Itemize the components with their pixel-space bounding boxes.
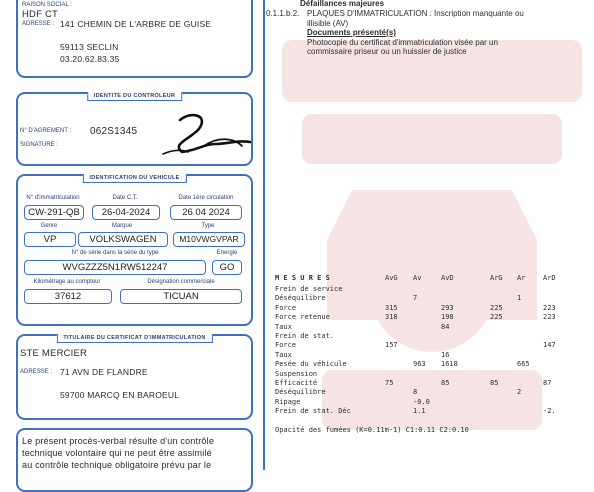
mesures-cell: 223 — [543, 303, 556, 312]
immat-label: N° d'immatriculation — [26, 195, 80, 201]
mesures-cell: 157 — [385, 341, 398, 350]
mesures-cell: 293 — [441, 303, 454, 312]
defaillances-heading: Défaillances majeures — [300, 0, 385, 8]
date-circ-value: 26 04 2024 — [170, 205, 242, 220]
mesures-cell: 147 — [543, 341, 556, 350]
mesures-row-name: Déséquilibre — [275, 388, 326, 397]
mesures-cell: 84 — [441, 322, 450, 331]
mesures-cell: 87 — [543, 379, 552, 387]
energie-label: Energie — [216, 250, 238, 256]
mesures-row-name: Force — [275, 303, 297, 312]
km-label: Kilométrage au compteur — [33, 279, 101, 285]
mesures-row-name: Taux — [275, 322, 292, 331]
mesures-cell: 318 — [385, 313, 398, 322]
mesures-cell: 225 — [490, 303, 503, 312]
raison-label: RAISON SOCIAL : — [22, 2, 72, 8]
controleur-title: IDENTITE DU CONTROLEUR — [87, 92, 182, 101]
mesures-cell: 85 — [441, 379, 450, 387]
mesures-header-title: M E S U R E S — [275, 274, 330, 282]
mesures-header-col: Ar — [517, 274, 526, 282]
mesures-cell: 963 — [413, 360, 426, 369]
serie-value: WVGZZZ5N1RW512247 — [24, 260, 206, 275]
marque-value: VOLKSWAGEN — [78, 232, 168, 247]
company-name: HDF CT — [22, 9, 59, 20]
mesures-cell: 8 — [413, 388, 418, 397]
notice-line1: Le présent procès-verbal résulte d'un contrôle — [22, 436, 215, 446]
mesures-row-name: Déséquilibre — [275, 294, 326, 303]
mesures-row-name: Force retenue — [275, 313, 330, 322]
titulaire-name: STE MERCIER — [20, 348, 88, 359]
mesures-cell: 85 — [490, 379, 499, 387]
mesures-cell: 1 — [517, 294, 522, 303]
serie-label: N° de série dans la série du type — [71, 250, 159, 256]
mesures-cell: 223 — [543, 313, 556, 322]
opacity-line: Opacité des fumées (K=0.11m-1) C1:0.11 C2:0.10 — [275, 426, 469, 434]
mesures-cell: 2 — [517, 388, 522, 397]
mesures-row-name: Ripage — [275, 397, 301, 406]
mesures-header-col: ArG — [490, 274, 503, 282]
marque-label: Marque — [111, 223, 133, 229]
agrement-number: 062S1345 — [90, 126, 138, 137]
mesures-row-name: Force — [275, 341, 297, 350]
defaillance-line2: illisible (AV) — [307, 19, 349, 28]
mesures-cell: -2. — [543, 407, 556, 416]
mesures-row-name: Frein de service — [275, 285, 343, 293]
date-ct-value: 26-04-2024 — [92, 205, 160, 220]
company-phone: 03.20.62.83.35 — [60, 54, 120, 64]
mesures-cell: 7 — [413, 294, 418, 303]
mesures-row-name: Frein de stat. — [275, 332, 335, 340]
mesures-header-col: ArD — [543, 274, 556, 282]
notice-line2: technique volontaire qui ne peut être assimilé — [22, 448, 212, 458]
mesures-cell: 75 — [385, 379, 394, 387]
genre-label: Genre — [40, 223, 58, 229]
document-line1: Photocopie du certificat d'immatriculation visée par un — [307, 38, 498, 47]
titulaire-line2: 59700 MARCQ EN BAROEUL — [60, 390, 180, 400]
mesures-header-col: AvD — [441, 274, 454, 282]
genre-value: VP — [24, 232, 76, 247]
mesures-row-name: Suspension — [275, 369, 318, 378]
titulaire-title: TITULAIRE DU CERTIFICAT D'IMMATRICULATION — [56, 334, 212, 343]
designation-label: Désignation commerciale — [147, 279, 215, 285]
mesures-row-name: Taux — [275, 350, 292, 359]
date-circ-label: Date 1ère circulation — [178, 195, 234, 201]
titulaire-adresse-label: ADRESSE : — [20, 369, 53, 375]
designation-value: TICUAN — [120, 289, 242, 304]
documents-label: Documents présenté(s) — [307, 28, 396, 37]
mesures-cell: 16 — [441, 350, 450, 359]
notice-line3: au contrôle technique obligatoire prévu par le — [22, 460, 212, 470]
mesures-row-name: Efficacité — [275, 379, 318, 387]
mesures-cell: 1618 — [441, 360, 458, 369]
mesures-header-col: Av — [413, 274, 422, 282]
titulaire-line1: 71 AVN DE FLANDRE — [60, 367, 148, 377]
defaillance-code: 0.1.1.b.2. — [266, 9, 300, 18]
mesures-cell: 665 — [517, 360, 530, 369]
defaillance-line1: PLAQUES D'IMMATRICULATION : Inscription manquante ou — [307, 9, 524, 18]
energie-value: GO — [212, 260, 242, 275]
mesures-header-col: AvG — [385, 274, 398, 282]
mesures-cell: 198 — [441, 313, 454, 322]
document-line2: commissaire priseur ou un huissier de justice — [307, 47, 467, 56]
company-city: 59113 SECLIN — [60, 42, 119, 52]
adresse-label: ADRESSE : — [22, 21, 55, 27]
agrement-label: N° D'AGREMENT : — [20, 128, 72, 134]
type-value: M10VWGVPAR — [173, 232, 245, 247]
date-ct-label: Date C.T. — [112, 195, 138, 201]
mesures-row-name: Pesée du véhicule — [275, 360, 347, 369]
type-label: Type — [201, 223, 215, 229]
km-value: 37612 — [24, 289, 112, 304]
mesures-cell: 225 — [490, 313, 503, 322]
mesures-cell: 315 — [385, 303, 398, 312]
immat-value: CW-291-QB — [24, 205, 84, 220]
mesures-cell: 1.1 — [413, 407, 426, 416]
company-street: 141 CHEMIN DE L'ARBRE DE GUISE — [60, 19, 212, 29]
vehicule-title: IDENTIFICATION DU VEHICULE — [82, 174, 186, 183]
mesures-cell: -0.0 — [413, 397, 430, 406]
mesures-row-name: Frein de stat. Déc — [275, 407, 351, 416]
signature-label: SIGNATURE : — [20, 142, 58, 148]
